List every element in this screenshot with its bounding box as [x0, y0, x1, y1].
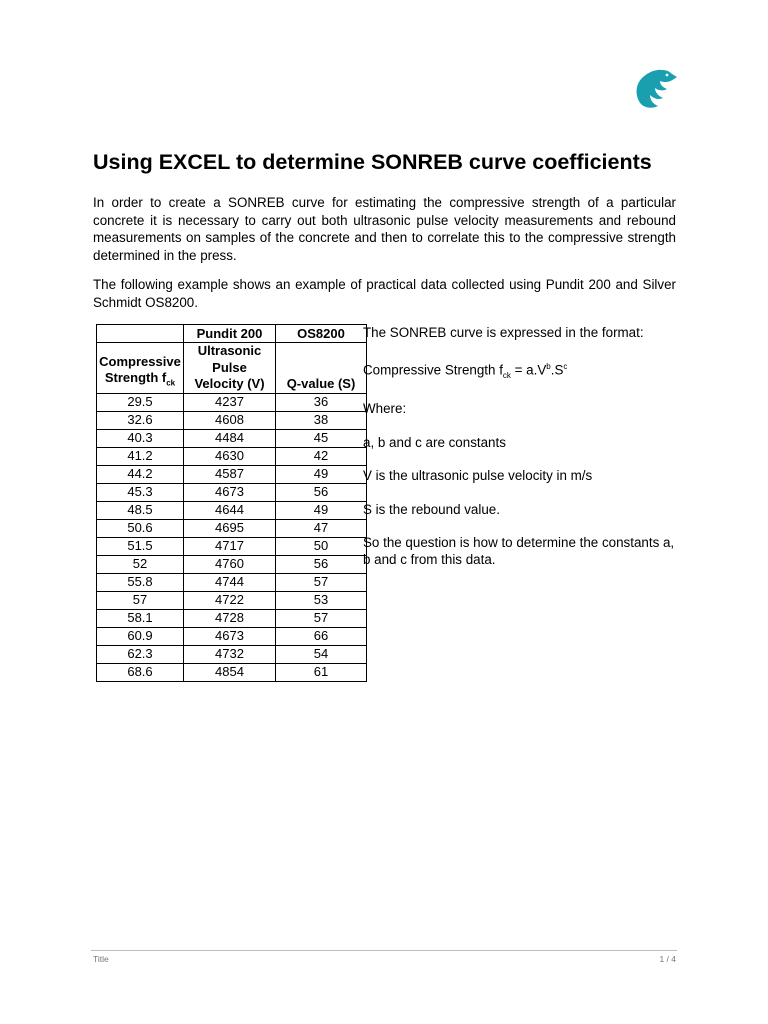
table-row: [97, 483, 367, 501]
cell-velocity: 4673: [184, 483, 276, 501]
velocity-definition: V is the ultrasonic pulse velocity in m/s: [363, 468, 593, 484]
cell-qvalue: 57: [276, 573, 367, 591]
table-row: [97, 591, 367, 609]
footer-title: Title: [93, 954, 109, 964]
column-header-velocity: Ultrasonic Pulse Velocity (V): [184, 343, 276, 394]
cell-velocity: 4760: [184, 555, 276, 573]
footer-divider: [91, 950, 677, 951]
cell-velocity: 4484: [184, 429, 276, 447]
cell-qvalue: 56: [276, 555, 367, 573]
cell-qvalue: 56: [276, 483, 367, 501]
table-row: [97, 519, 367, 537]
cell-qvalue: 49: [276, 501, 367, 519]
cell-velocity: 4608: [184, 411, 276, 429]
where-label: Where:: [363, 401, 407, 417]
table-row: [97, 573, 367, 591]
cell-qvalue: 36: [276, 393, 367, 411]
eagle-logo-icon: [632, 68, 678, 108]
formula-intro: The SONREB curve is expressed in the format:: [363, 325, 644, 340]
table-row: [97, 663, 367, 681]
cell-velocity: 4237: [184, 393, 276, 411]
cell-velocity: 4728: [184, 609, 276, 627]
intro-paragraph: In order to create a SONREB curve for estimating the compressive strength of a particular concrete it is necessary to carry out both ultrasonic pulse velocity measurements and rebound measurements on samples of the concrete and then to correlate this to the compressive strength determined in the press.: [93, 195, 676, 263]
cell-strength: 52: [97, 555, 184, 573]
cell-qvalue: 45: [276, 429, 367, 447]
cell-strength: 51.5: [97, 537, 184, 555]
table-row: [97, 411, 367, 429]
table-row: [97, 645, 367, 663]
group-header-pundit: Pundit 200: [184, 325, 276, 343]
cell-velocity: 4630: [184, 447, 276, 465]
cell-qvalue: 42: [276, 447, 367, 465]
cell-velocity: 4854: [184, 663, 276, 681]
explanation-panel: [363, 325, 679, 585]
column-header-strength: Compressive Strength $f_{ck}$: [97, 343, 184, 394]
data-table: [96, 324, 367, 682]
cell-qvalue: 57: [276, 609, 367, 627]
cell-velocity: 4587: [184, 465, 276, 483]
constants-definition: a, b and c are constants: [363, 434, 506, 450]
formula-text: Compressive Strength $f_{ck} = a.V^b.S^c$: [363, 361, 568, 380]
cell-qvalue: 38: [276, 411, 367, 429]
table-row: [97, 501, 367, 519]
cell-qvalue: 66: [276, 627, 367, 645]
cell-velocity: 4673: [184, 627, 276, 645]
example-paragraph: The following example shows an example of practical data collected using Pundit 200 and Silver Schmidt OS8200.: [93, 277, 676, 310]
cell-strength: 55.8: [97, 573, 184, 591]
question-text: So the question is how to determine the constants a, b and c from this data.: [363, 535, 675, 567]
cell-velocity: 4717: [184, 537, 276, 555]
table-row: [97, 447, 367, 465]
cell-qvalue: 61: [276, 663, 367, 681]
group-header-os8200: OS8200: [276, 325, 367, 343]
cell-strength: 60.9: [97, 627, 184, 645]
rebound-definition: S is the rebound value.: [363, 501, 500, 517]
cell-strength: 68.6: [97, 663, 184, 681]
cell-strength: 50.6: [97, 519, 184, 537]
cell-strength: 57: [97, 591, 184, 609]
cell-strength: 29.5: [97, 393, 184, 411]
cell-strength: 48.5: [97, 501, 184, 519]
page-number: 1 / 4: [659, 954, 676, 964]
cell-velocity: 4644: [184, 501, 276, 519]
cell-velocity: 4744: [184, 573, 276, 591]
cell-strength: 40.3: [97, 429, 184, 447]
cell-qvalue: 53: [276, 591, 367, 609]
cell-strength: 45.3: [97, 483, 184, 501]
cell-strength: 32.6: [97, 411, 184, 429]
cell-strength: 41.2: [97, 447, 184, 465]
table-row: [97, 609, 367, 627]
page-title: Using EXCEL to determine SONREB curve coefficients: [93, 150, 652, 174]
table-group-header-row: [97, 325, 367, 343]
table-row: [97, 393, 367, 411]
table-row: [97, 627, 367, 645]
table-row: [97, 429, 367, 447]
table-row: [97, 465, 367, 483]
column-header-qvalue: Q-value (S): [276, 343, 367, 394]
group-header-empty: [97, 325, 184, 343]
table-row: [97, 537, 367, 555]
cell-qvalue: 50: [276, 537, 367, 555]
cell-qvalue: 54: [276, 645, 367, 663]
cell-velocity: 4695: [184, 519, 276, 537]
cell-strength: 58.1: [97, 609, 184, 627]
cell-qvalue: 49: [276, 465, 367, 483]
cell-qvalue: 47: [276, 519, 367, 537]
cell-velocity: 4732: [184, 645, 276, 663]
table-row: [97, 555, 367, 573]
cell-velocity: 4722: [184, 591, 276, 609]
cell-strength: 44.2: [97, 465, 184, 483]
cell-strength: 62.3: [97, 645, 184, 663]
table-column-header-row: [97, 343, 367, 394]
